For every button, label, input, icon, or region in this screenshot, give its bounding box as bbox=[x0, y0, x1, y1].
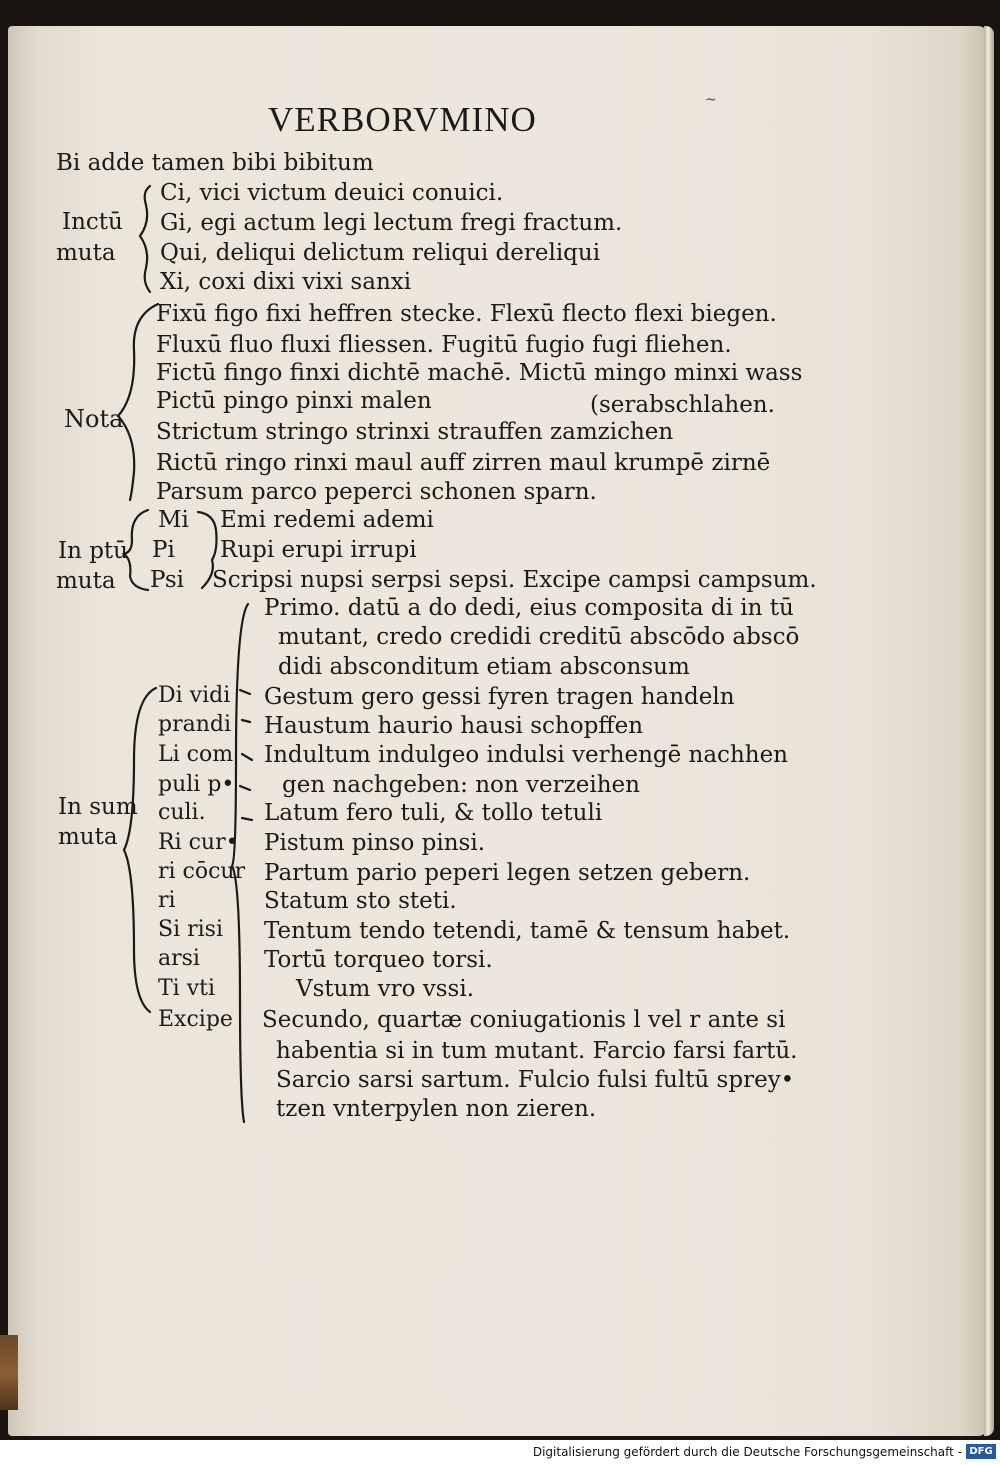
section4-line-12: Tentum tendo tetendi, tamē & tensum habet. bbox=[264, 918, 791, 944]
section2-line-6: Rictū ringo rinxi maul auff zirren maul krumpē zirnē bbox=[156, 450, 771, 476]
section3-label-line1: In ptū bbox=[58, 538, 128, 564]
section2-line-2: Fluxū fluo fluxi fliessen. Fugitū fugio fugi fliehen. bbox=[156, 332, 732, 358]
section4-line-11: Statum sto steti. bbox=[264, 888, 457, 914]
section3-line-2: Rupi erupi irrupi bbox=[220, 537, 417, 563]
section4-sub-3: Li com bbox=[158, 742, 234, 767]
section4-line-8: Latum fero tuli, & tollo tetuli bbox=[264, 800, 603, 826]
section4-sub-10: arsi bbox=[158, 946, 200, 971]
section4-line-13: Tortū torqueo torsi. bbox=[264, 947, 493, 973]
section2-line-4: Pictū pingo pinxi malen bbox=[156, 388, 432, 414]
section4-label-line2: muta bbox=[58, 824, 118, 850]
section4-line-14: Vstum vro vssi. bbox=[296, 976, 475, 1002]
section4-sub-7: ri cōcur bbox=[158, 859, 246, 884]
intro-line: Bi adde tamen bibi bibitum bbox=[56, 150, 374, 176]
section1-label-line2: muta bbox=[56, 240, 116, 266]
section4-line-1: Primo. datū a do dedi, eius composita di in tū bbox=[264, 595, 794, 621]
section3-key-mi: Mi bbox=[158, 507, 189, 533]
section4-line-18: tzen vnterpylen non zieren. bbox=[276, 1096, 597, 1122]
section4-sub-8: ri bbox=[158, 888, 176, 913]
section4-line-15: Secundo, quartæ coniugationis l vel r ante si bbox=[262, 1007, 786, 1033]
section4-line-9: Pistum pinso pinsi. bbox=[264, 830, 486, 856]
section1-line-4: Xi, coxi dixi vixi sanxi bbox=[160, 269, 412, 295]
section2-line-3: Fictū fingo finxi dichtē machē. Mictū mingo minxi wass bbox=[156, 360, 803, 386]
section2-line-4-tail: (serabschlahen. bbox=[590, 392, 775, 418]
section3-key-pi: Pi bbox=[152, 537, 175, 563]
section1-line-1: Ci, vici victum deuici conuici. bbox=[160, 180, 504, 206]
brace-section4-tick bbox=[240, 690, 252, 820]
brace-section3-right bbox=[198, 512, 217, 588]
section4-line-2: mutant, credo credidi creditū abscōdo abscō bbox=[278, 624, 800, 650]
section4-label-line1: In sum bbox=[58, 794, 138, 820]
brace-section1 bbox=[140, 186, 150, 292]
section4-sub-5: culi. bbox=[158, 800, 206, 825]
section2-line-7: Parsum parco peperci schonen sparn. bbox=[156, 479, 597, 505]
section2-label: Nota bbox=[64, 405, 124, 433]
section4-line-16: habentia si in tum mutant. Farcio farsi fartū. bbox=[276, 1038, 798, 1064]
section4-line-10: Partum pario peperi legen setzen gebern. bbox=[264, 860, 751, 886]
section4-line-17: Sarcio sarsi sartum. Fulcio fulsi fultū sprey• bbox=[276, 1067, 795, 1093]
page-mark: ~ bbox=[705, 92, 717, 108]
section1-line-3: Qui, deliqui delictum reliqui dereliqui bbox=[160, 240, 601, 266]
section4-line-4: Gestum gero gessi fyren tragen handeln bbox=[264, 684, 735, 710]
section2-line-1: Fixū figo fixi heffren stecke. Flexū flecto flexi biegen. bbox=[156, 301, 777, 327]
brace-section2 bbox=[118, 304, 158, 500]
dfg-logo: DFG bbox=[966, 1444, 996, 1459]
section4-sub-6: Ri cur• bbox=[158, 830, 239, 855]
brace-section4-outer bbox=[232, 604, 248, 1122]
section3-line-3: Scripsi nupsi serpsi sepsi. Excipe campsi campsum. bbox=[212, 567, 817, 593]
section4-sub-12: Excipe bbox=[158, 1007, 233, 1032]
section3-line-1: Emi redemi ademi bbox=[220, 507, 434, 533]
section1-line-2: Gi, egi actum legi lectum fregi fractum. bbox=[160, 210, 623, 236]
section1-label-line1: Inctū bbox=[62, 209, 123, 235]
section2-line-5: Strictum stringo strinxi strauffen zamzichen bbox=[156, 419, 674, 445]
section4-sub-11: Ti vti bbox=[158, 976, 216, 1001]
footer-bar bbox=[0, 1440, 1000, 1465]
section3-label-line2: muta bbox=[56, 568, 116, 594]
section4-sub-1: Di vidi bbox=[158, 683, 231, 708]
section4-line-5: Haustum haurio hausi schopffen bbox=[264, 713, 644, 739]
section4-line-6: Indultum indulgeo indulsi verhengē nachhen bbox=[264, 742, 788, 768]
footer-text: Digitalisierung gefördert durch die Deutsche Forschungsgemeinschaft - bbox=[532, 1445, 962, 1459]
section4-line-3: didi absconditum etiam absconsum bbox=[278, 654, 690, 680]
section4-sub-2: prandi bbox=[158, 712, 232, 737]
section4-sub-9: Si risi bbox=[158, 917, 223, 942]
section3-key-psi: Psi bbox=[150, 567, 185, 593]
section4-sub-4: puli p• bbox=[158, 772, 235, 797]
brace-section4-inner bbox=[124, 688, 156, 1012]
section4-line-7: gen nachgeben: non verzeihen bbox=[282, 772, 640, 798]
brace-section3-left bbox=[124, 510, 148, 590]
running-title: VERBORVMINO bbox=[268, 100, 537, 139]
